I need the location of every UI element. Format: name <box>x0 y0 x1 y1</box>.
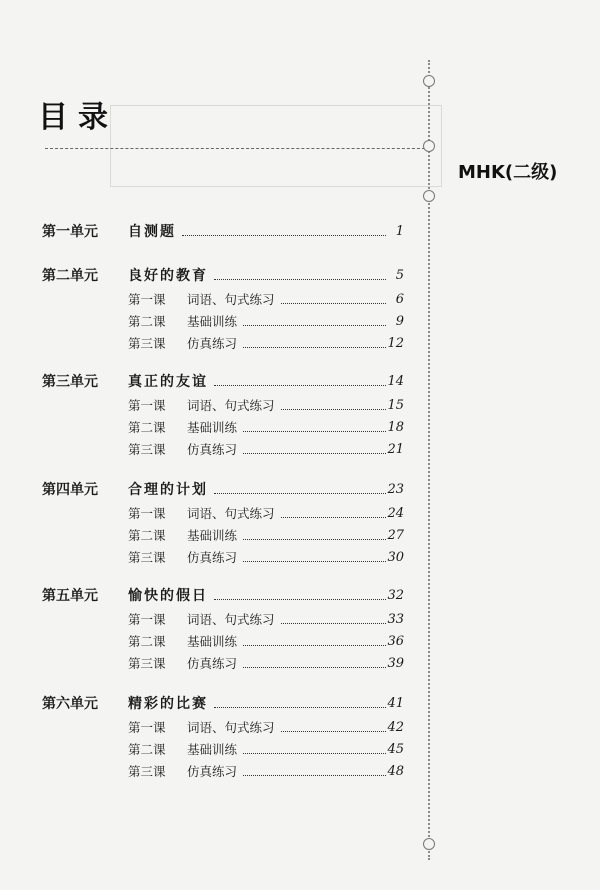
page-number: 39 <box>387 656 404 671</box>
lesson-number: 第三课 <box>128 336 166 351</box>
toc-lesson-row[interactable] <box>0 762 600 782</box>
lesson-title: 词语、句式练习 <box>187 292 275 307</box>
toc-lesson-row[interactable] <box>0 504 600 524</box>
dot-leader <box>214 279 386 280</box>
toc-unit-row[interactable] <box>0 480 600 500</box>
dot-leader <box>243 431 386 432</box>
lesson-number: 第三课 <box>128 764 166 779</box>
lesson-number: 第一课 <box>128 506 166 521</box>
dot-leader <box>243 325 386 326</box>
lesson-title: 仿真练习 <box>187 336 238 351</box>
dot-leader <box>281 517 386 518</box>
lesson-title: 词语、句式练习 <box>187 720 275 735</box>
toc-lesson-row[interactable] <box>0 610 600 630</box>
unit-number: 第二单元 <box>42 268 98 284</box>
lesson-title: 基础训练 <box>187 420 238 435</box>
unit-title: 精彩的比赛 <box>128 696 208 712</box>
toc-lesson-row[interactable] <box>0 548 600 568</box>
unit-number: 第三单元 <box>42 374 98 390</box>
lesson-title: 词语、句式练习 <box>187 612 275 627</box>
lesson-title: 基础训练 <box>187 742 238 757</box>
toc-unit-row[interactable] <box>0 372 600 392</box>
lesson-number: 第一课 <box>128 720 166 735</box>
toc-lesson-row[interactable] <box>0 440 600 460</box>
dot-leader <box>243 775 386 776</box>
dot-leader <box>243 667 386 668</box>
page-number: 23 <box>387 482 404 497</box>
toc-lesson-row[interactable] <box>0 334 600 354</box>
lesson-number: 第一课 <box>128 612 166 627</box>
unit-number: 第六单元 <box>42 696 98 712</box>
unit-title: 自测题 <box>128 224 176 240</box>
lesson-title: 基础训练 <box>187 634 238 649</box>
page-number: 14 <box>387 374 404 389</box>
toc-unit-row[interactable] <box>0 222 600 242</box>
decorative-knot <box>423 838 435 850</box>
lesson-number: 第三课 <box>128 550 166 565</box>
page-number: 41 <box>387 696 404 711</box>
page-number: 21 <box>387 442 404 457</box>
toc-lesson-row[interactable] <box>0 654 600 674</box>
lesson-title: 仿真练习 <box>187 442 238 457</box>
lesson-number: 第三课 <box>128 656 166 671</box>
dot-leader <box>214 385 386 386</box>
lesson-title: 基础训练 <box>187 528 238 543</box>
page-number: 24 <box>387 506 404 521</box>
dot-leader <box>243 347 386 348</box>
toc-unit-row[interactable] <box>0 266 600 286</box>
lesson-number: 第二课 <box>128 528 166 543</box>
page-number: 15 <box>387 398 404 413</box>
lesson-title: 仿真练习 <box>187 550 238 565</box>
page-number: 30 <box>387 550 404 565</box>
dot-leader <box>281 623 386 624</box>
toc-lesson-row[interactable] <box>0 290 600 310</box>
lesson-title: 仿真练习 <box>187 656 238 671</box>
page-number: 32 <box>387 588 404 603</box>
bleed-through-shading <box>110 105 442 187</box>
unit-title: 真正的友谊 <box>128 374 208 390</box>
page-number: 18 <box>387 420 404 435</box>
page-number: 6 <box>395 292 404 307</box>
unit-number: 第五单元 <box>42 588 98 604</box>
page-number: 1 <box>395 224 404 239</box>
toc-lesson-row[interactable] <box>0 632 600 652</box>
unit-title: 愉快的假日 <box>128 588 208 604</box>
page-number: 27 <box>387 528 404 543</box>
decorative-knot <box>423 190 435 202</box>
toc-lesson-row[interactable] <box>0 718 600 738</box>
toc-unit-row[interactable] <box>0 586 600 606</box>
exam-level-label: MHK(二级) <box>458 162 558 183</box>
page-number: 33 <box>387 612 404 627</box>
toc-lesson-row[interactable] <box>0 312 600 332</box>
toc-lesson-row[interactable] <box>0 526 600 546</box>
page-number: 9 <box>395 314 404 329</box>
page-number: 5 <box>395 268 404 283</box>
toc-lesson-row[interactable] <box>0 418 600 438</box>
page-number: 12 <box>387 336 404 351</box>
decorative-knot <box>423 75 435 87</box>
dot-leader <box>281 731 386 732</box>
unit-title: 合理的计划 <box>128 482 208 498</box>
lesson-title: 基础训练 <box>187 314 238 329</box>
page-number: 42 <box>387 720 404 735</box>
lesson-title: 仿真练习 <box>187 764 238 779</box>
page-number: 45 <box>387 742 404 757</box>
dot-leader <box>182 235 386 236</box>
dot-leader <box>214 707 386 708</box>
decorative-knot <box>423 140 435 152</box>
dot-leader <box>243 645 386 646</box>
dot-leader <box>214 599 386 600</box>
unit-title: 良好的教育 <box>128 268 208 284</box>
lesson-number: 第二课 <box>128 634 166 649</box>
unit-number: 第一单元 <box>42 224 98 240</box>
dot-leader <box>243 539 386 540</box>
dot-leader <box>243 561 386 562</box>
title-underline <box>45 148 430 149</box>
page-title: 目录 <box>38 100 118 135</box>
lesson-number: 第一课 <box>128 398 166 413</box>
dot-leader <box>281 303 386 304</box>
toc-lesson-row[interactable] <box>0 740 600 760</box>
dot-leader <box>214 493 386 494</box>
lesson-number: 第一课 <box>128 292 166 307</box>
dot-leader <box>281 409 386 410</box>
toc-lesson-row[interactable] <box>0 396 600 416</box>
lesson-number: 第二课 <box>128 314 166 329</box>
unit-number: 第四单元 <box>42 482 98 498</box>
lesson-number: 第二课 <box>128 742 166 757</box>
page-number: 36 <box>387 634 404 649</box>
lesson-number: 第二课 <box>128 420 166 435</box>
lesson-title: 词语、句式练习 <box>187 398 275 413</box>
toc-unit-row[interactable] <box>0 694 600 714</box>
page-number: 48 <box>387 764 404 779</box>
dot-leader <box>243 753 386 754</box>
lesson-title: 词语、句式练习 <box>187 506 275 521</box>
lesson-number: 第三课 <box>128 442 166 457</box>
dot-leader <box>243 453 386 454</box>
